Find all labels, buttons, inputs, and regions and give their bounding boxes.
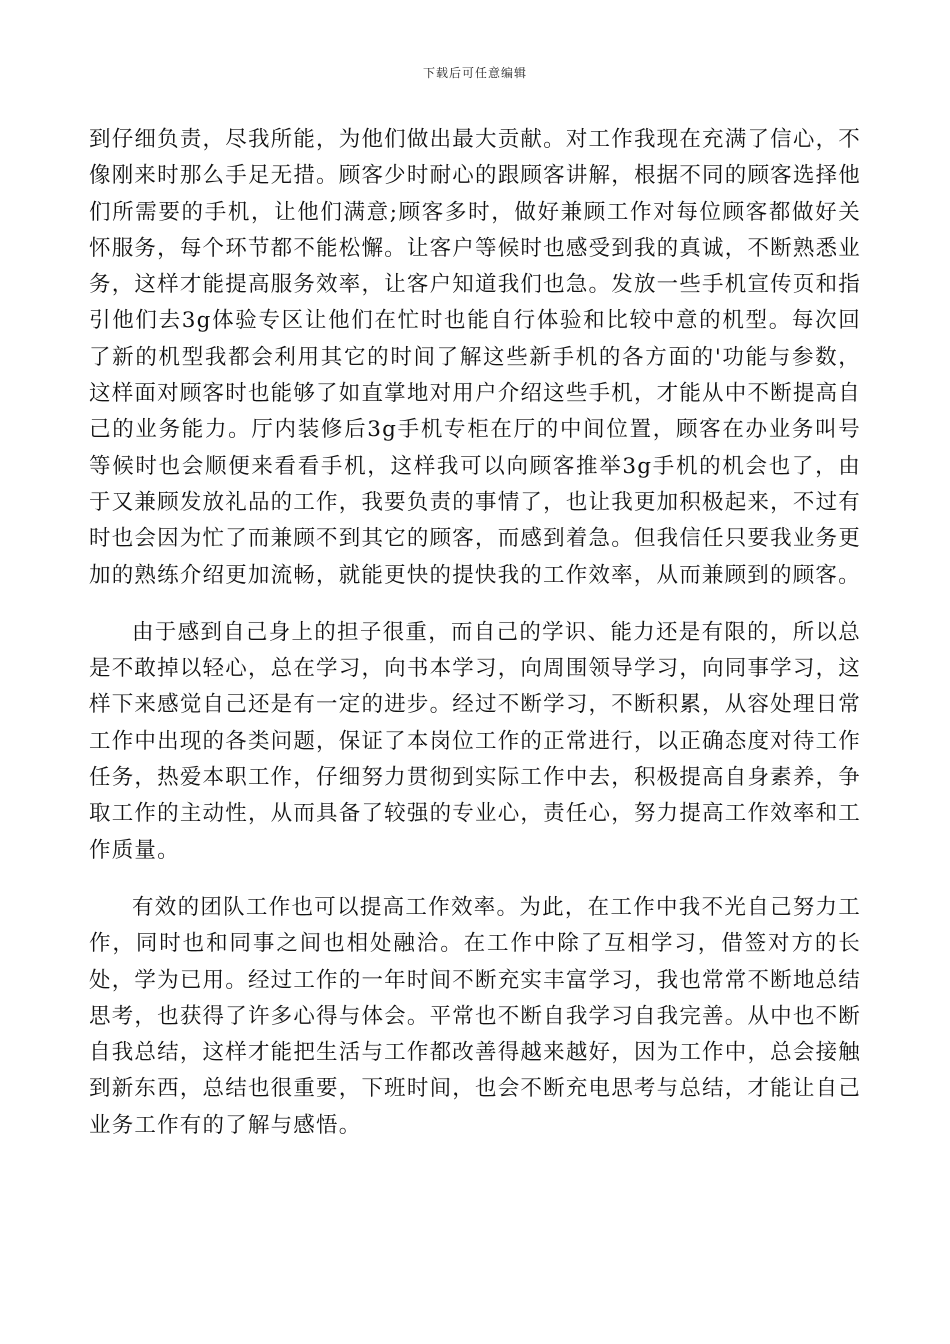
document-body (89, 122, 861, 1144)
paragraph-learning: 由于感到自己身上的担子很重，而自己的学识、能力还是有限的，所以总是不敢掉以轻心，总在学习，向书本学习，向周围领导学习，向同事学习，这样下来感觉自己还是有一定的进步。经过不断学习，不断积累，从容处理日常工作中出现的各类问题，保证了本岗位工作的正常进行，以正确态度对待工作任务，热爱本职工作，仔细努力贯彻到实际工作中去，积极提高自身素养，争取工作的主动性，从而具备了较强的专业心，责任心，努力提高工作效率和工作质量。 (89, 619, 861, 863)
paragraph-teamwork: 有效的团队工作也可以提高工作效率。为此，在工作中我不光自己努力工作，同时也和同事之间也相处融洽。在工作中除了互相学习，借签对方的长处，学为已用。经过工作的一年时间不断充实丰富学习，我也常常不断地总结思考，也获得了许多心得与体会。平常也不断自我学习自我完善。从中也不断自我总结，这样才能把生活与工作都改善得越来越好，因为工作中，总会接触到新东西，总结也很重要，下班时间，也会不断充电思考与总结，才能让自己业务工作有的了解与感悟。 (89, 894, 861, 1138)
paragraph-continuation: 到仔细负责，尽我所能，为他们做出最大贡献。对工作我现在充满了信心，不像刚来时那么手足无措。顾客少时耐心的跟顾客讲解，根据不同的顾客选择他们所需要的手机，让他们满意;顾客多时，做好兼顾工作对每位顾客都做好关怀服务，每个环节都不能松懈。让客户等候时也感受到我的真诚，不断熟悉业务，这样才能提高服务效率，让客户知道我们也急。发放一些手机宣传页和指引他们去3g体验专区让他们在忙时也能自行体验和比较中意的机型。每次回了新的机型我都会利用其它的时间了解这些新手机的各方面的'功能与参数，这样面对顾客时也能够了如直掌地对用户介绍这些手机，才能从中不断提高自己的业务能力。厅内装修后3g手机专柜在厅的中间位置，顾客在办业务叫号等候时也会顺便来看看手机，这样我可以向顾客推举3g手机的机会也了，由于又兼顾发放礼品的工作，我要负责的事情了，也让我更加积极起来，不过有时也会因为忙了而兼顾不到其它的顾客，而感到着急。但我信任只要我业务更加的熟练介绍更加流畅，就能更快的提快我的工作效率，从而兼顾到的顾客。 (89, 127, 861, 588)
page-header: 下载后可任意编辑 (422, 66, 527, 80)
